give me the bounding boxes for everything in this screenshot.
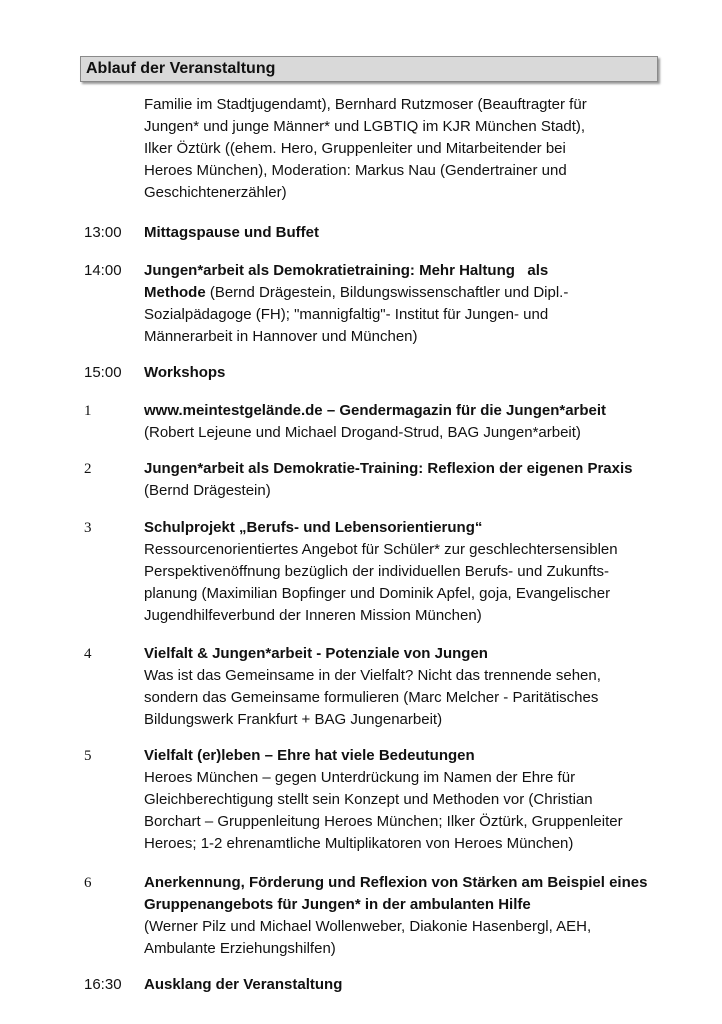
workshop-title: Jungen*arbeit als Demokratie-Training: Reflexion der eigenen Praxis bbox=[144, 460, 633, 477]
intro-line: Heroes München), Moderation: Markus Nau (Gendertrainer und bbox=[144, 162, 567, 179]
workshop-text: (Bernd Drägestein) bbox=[144, 482, 271, 499]
workshop-text: Ambulante Erziehungshilfen) bbox=[144, 940, 336, 957]
intro-line: Geschichtenerzähler) bbox=[144, 184, 287, 201]
workshop-text: (Werner Pilz und Michael Wollenweber, Diakonie Hasenbergl, AEH, bbox=[144, 918, 592, 935]
workshop-title: Gruppenangebots für Jungen* in der ambulanten Hilfe bbox=[144, 896, 531, 913]
workshop-2 bbox=[144, 458, 684, 502]
workshop-4 bbox=[144, 643, 684, 731]
schedule-title: Workshops bbox=[144, 364, 226, 381]
workshop-number: 4 bbox=[84, 646, 92, 662]
section-heading-box bbox=[80, 56, 658, 82]
workshop-text: Ressourcenorientiertes Angebot für Schüler* zur geschlechtersensiblen bbox=[144, 541, 618, 558]
workshop-number: 1 bbox=[84, 403, 92, 419]
workshop-text: Was ist das Gemeinsame in der Vielfalt? Nicht das trennende sehen, bbox=[144, 667, 601, 684]
workshop-5 bbox=[144, 745, 684, 855]
workshop-text: planung (Maximilian Bopfinger und Dominik Apfel, goja, Evangelischer bbox=[144, 585, 611, 602]
workshop-6 bbox=[144, 872, 684, 960]
workshop-text: (Robert Lejeune und Michael Drogand-Strud, BAG Jungen*arbeit) bbox=[144, 424, 581, 441]
schedule-line bbox=[144, 282, 684, 304]
workshop-text: Borchart – Gruppenleitung Heroes München; Ilker Öztürk, Gruppenleiter bbox=[144, 813, 623, 830]
workshop-title: www.meintestgelände.de – Gendermagazin für die Jungen*arbeit bbox=[144, 402, 607, 419]
workshop-title: Vielfalt (er)leben – Ehre hat viele Bedeutungen bbox=[144, 747, 475, 764]
schedule-item-workshops bbox=[144, 362, 684, 384]
schedule-time: 16:30 bbox=[84, 976, 122, 993]
workshop-number: 2 bbox=[84, 461, 92, 477]
schedule-title: Ausklang der Veranstaltung bbox=[144, 976, 343, 993]
section-heading: Ablauf der Veranstaltung bbox=[86, 60, 276, 77]
schedule-title: Mittagspause und Buffet bbox=[144, 224, 319, 241]
schedule-line: Männerarbeit in Hannover und München) bbox=[144, 328, 418, 345]
intro-line: Jungen* und junge Männer* und LGBTIQ im KJR München Stadt), bbox=[144, 118, 586, 135]
workshop-3 bbox=[144, 517, 684, 627]
schedule-item-closing bbox=[144, 974, 684, 996]
workshop-number: 5 bbox=[84, 748, 92, 764]
workshop-number: 3 bbox=[84, 520, 92, 536]
schedule-text: (Bernd Drägestein, Bildungswissenschaftler und Dipl.- bbox=[205, 284, 569, 301]
workshop-text: Bildungswerk Frankfurt + BAG Jungenarbeit) bbox=[144, 711, 443, 728]
workshop-text: sondern das Gemeinsame formulieren (Marc Melcher - Paritätisches bbox=[144, 689, 599, 706]
workshop-1 bbox=[144, 400, 684, 444]
workshop-text: Gleichberechtigung stellt sein Konzept und Methoden vor (Christian bbox=[144, 791, 593, 808]
workshop-title: Vielfalt & Jungen*arbeit - Potenziale von Jungen bbox=[144, 645, 488, 662]
workshop-title: Anerkennung, Förderung und Reflexion von Stärken am Beispiel eines bbox=[144, 874, 648, 891]
workshop-number: 6 bbox=[84, 875, 92, 891]
schedule-line: Sozialpädagoge (FH); "mannigfaltig"- Institut für Jungen- und bbox=[144, 306, 549, 323]
workshop-text: Perspektivenöffnung bezüglich der individuellen Berufs- und Zukunfts- bbox=[144, 563, 609, 580]
workshop-text: Heroes München – gegen Unterdrückung im Namen der Ehre für bbox=[144, 769, 576, 786]
schedule-item-talk bbox=[144, 260, 684, 348]
workshop-text: Heroes; 1-2 ehrenamtliche Multiplikatoren von Heroes München) bbox=[144, 835, 574, 852]
schedule-title: Jungen*arbeit als Demokratietraining: Mehr Haltung als bbox=[144, 262, 549, 279]
schedule-title-part: Methode bbox=[144, 284, 206, 301]
intro-paragraph bbox=[144, 94, 684, 204]
schedule-item-lunch bbox=[144, 222, 684, 244]
schedule-time: 13:00 bbox=[84, 224, 122, 241]
workshop-title: Schulprojekt „Berufs- und Lebensorientierung“ bbox=[144, 519, 483, 536]
schedule-time: 14:00 bbox=[84, 262, 122, 279]
workshop-text: Jugendhilfeverbund der Inneren Mission München) bbox=[144, 607, 482, 624]
schedule-time: 15:00 bbox=[84, 364, 122, 381]
intro-line: Familie im Stadtjugendamt), Bernhard Rutzmoser (Beauftragter für bbox=[144, 96, 587, 113]
intro-line: Ilker Öztürk ((ehem. Hero, Gruppenleiter und Mitarbeitender bei bbox=[144, 140, 566, 157]
